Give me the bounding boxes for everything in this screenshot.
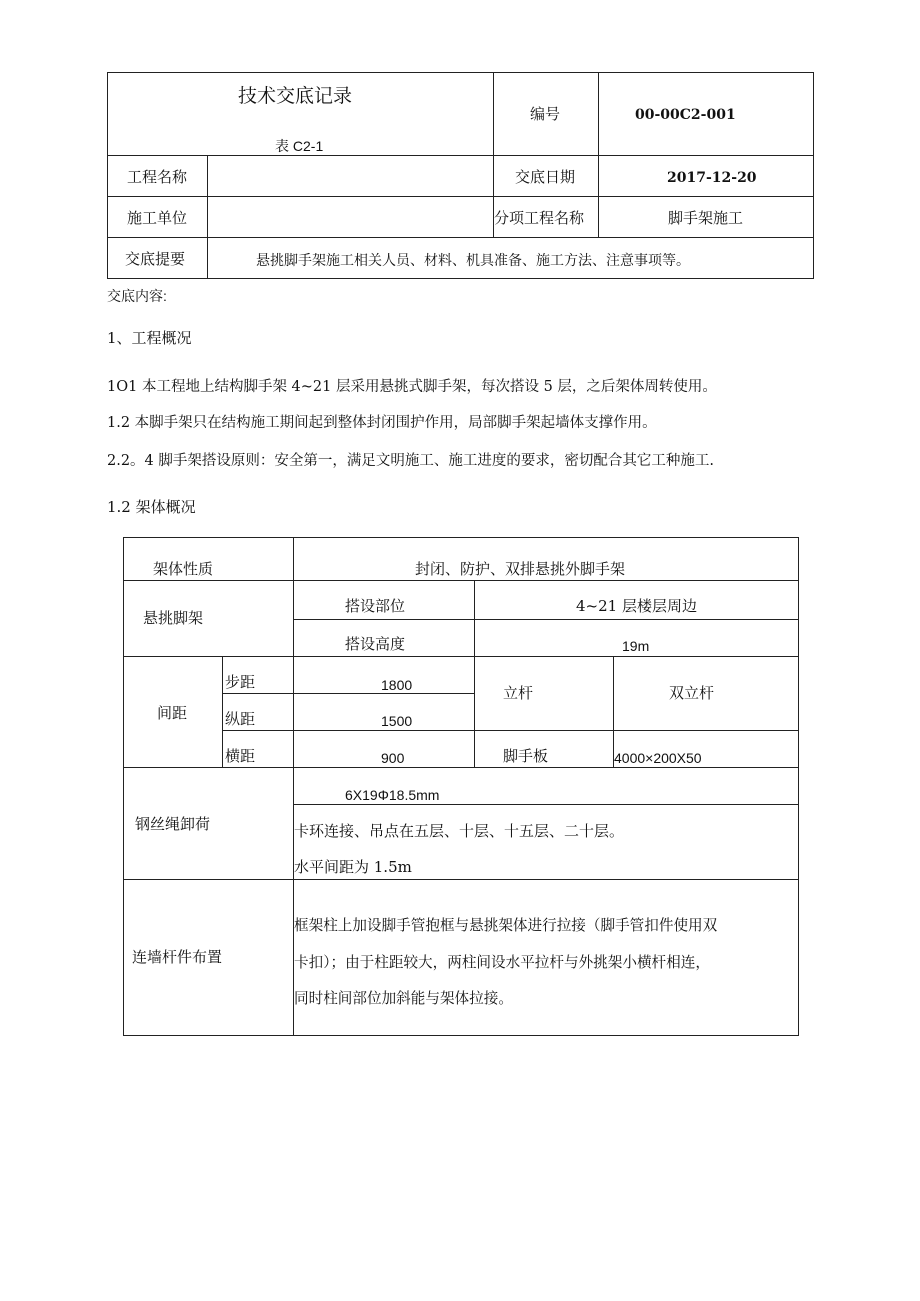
section-overview: 1、工程概况 — [107, 329, 192, 347]
step-label: 步距 — [225, 673, 256, 691]
content-heading: 交底内容: — [107, 288, 167, 304]
height-label: 搭设高度 — [345, 635, 406, 653]
paragraph-2: 1.2 本脚手架只在结构施工期间起到整体封闭围护作用，局部脚手架起墙体支撑作用。 — [107, 415, 657, 431]
tie-line-1: 框架柱上加设脚手管抱框与悬挑架体进行拉接（脚手管扣件使用双 — [294, 917, 718, 934]
rope-label: 钢丝绳卸荷 — [135, 815, 211, 833]
rope-line-1: 卡环连接、吊点在五层、十层、十五层、二十层。 — [294, 822, 625, 840]
unit-label: 施工单位 — [127, 210, 188, 227]
transverse-value: 900 — [381, 750, 405, 766]
paragraph-3: 2.2。4 脚手架搭设原则：安全第一，满足文明施工、施工进度的要求，密切配合其它工种施工. — [107, 453, 714, 469]
pole-value: 双立杆 — [669, 684, 715, 702]
board-label: 脚手板 — [503, 747, 549, 765]
tie-line-2: 卡扣）；由于柱距较大，两柱间设水平拉杆与外挑架小横杆相连， — [294, 954, 710, 971]
nature-label: 架体性质 — [153, 560, 214, 578]
longitudinal-label: 纵距 — [225, 710, 256, 728]
location-label: 搭设部位 — [345, 597, 406, 615]
code-value: 00-00C2-001 — [635, 107, 736, 123]
code-label: 编号 — [530, 106, 561, 123]
summary-label: 交底提要 — [125, 251, 186, 268]
step-value: 1800 — [381, 677, 413, 693]
subitem-label: 分项工程名称 — [494, 210, 585, 227]
rope-spec: 6X19Φ18.5mm — [345, 787, 440, 803]
location-value: 4~21 层楼层周边 — [576, 597, 697, 615]
longitudinal-value: 1500 — [381, 713, 413, 729]
cantilever-label: 悬挑脚架 — [143, 609, 204, 627]
transverse-label: 横距 — [225, 747, 256, 765]
board-value: 4000×200X50 — [614, 750, 702, 766]
tie-line-3: 同时柱间部位加斜能与架体拉接。 — [294, 990, 513, 1007]
section-frame: 1.2 架体概况 — [107, 498, 196, 516]
nature-value: 封闭、防护、双排悬挑外脚手架 — [415, 560, 626, 578]
paragraph-1: 1O1 本工程地上结构脚手架 4~21 层采用悬挑式脚手架，每次搭设 5 层，之后架体周转使用。 — [107, 379, 717, 395]
tie-label: 连墙杆件布置 — [132, 948, 223, 966]
subitem-value: 脚手架施工 — [668, 210, 744, 227]
pole-label: 立杆 — [503, 684, 534, 702]
date-value: 2017-12-20 — [667, 170, 757, 186]
date-label: 交底日期 — [515, 169, 576, 186]
page-title: 技术交底记录 — [238, 86, 353, 107]
height-value: 19m — [622, 638, 650, 654]
rope-line-2: 水平间距为 1.5m — [294, 858, 412, 876]
summary-value: 悬挑脚手架施工相关人员、材料、机具准备、施工方法、注意事项等。 — [256, 252, 690, 268]
project-name-label: 工程名称 — [127, 169, 188, 186]
spacing-label: 间距 — [157, 704, 188, 722]
form-number: 表 C2-1 — [275, 138, 324, 154]
